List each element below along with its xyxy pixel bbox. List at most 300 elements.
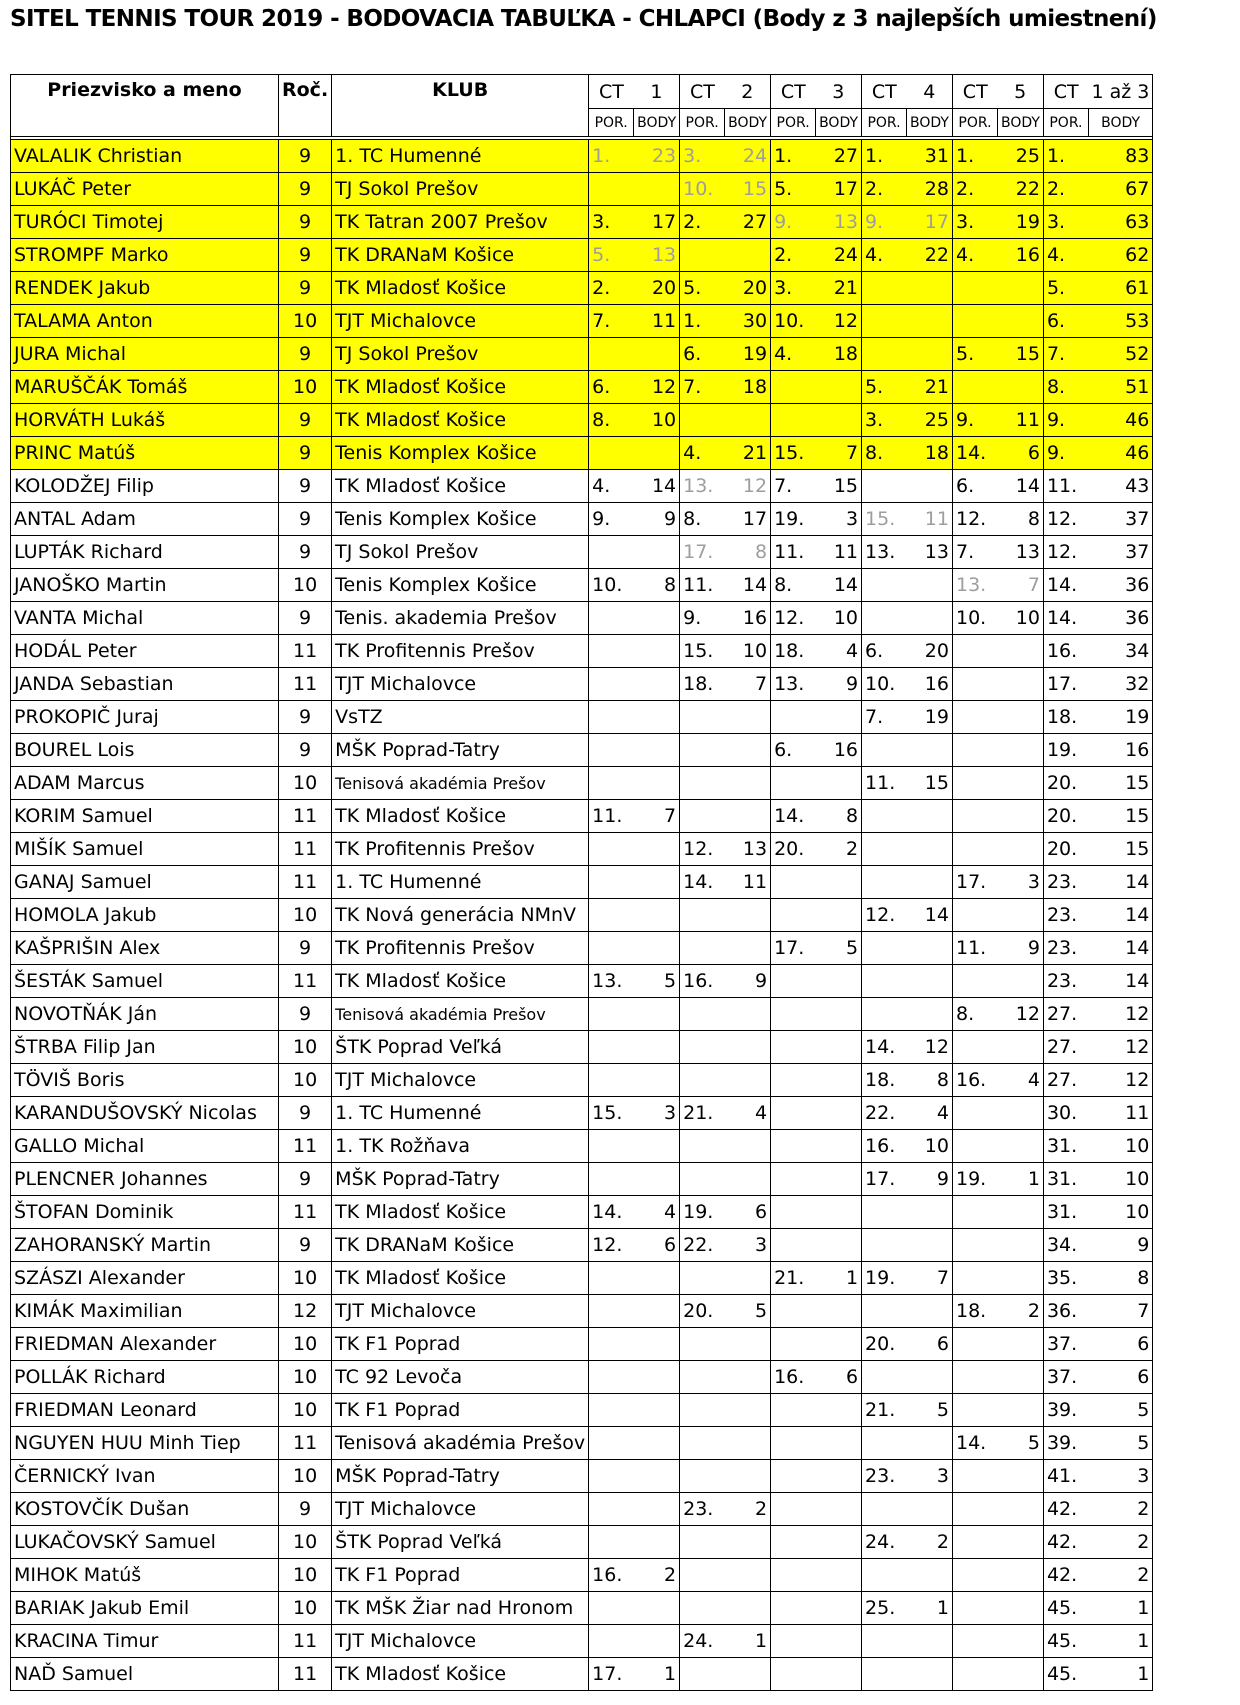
tournament-points [816, 899, 862, 932]
tournament-position: 21. [862, 1394, 907, 1427]
tournament-position: 6. [589, 371, 634, 404]
tournament-points: 11 [725, 866, 771, 899]
tournament-position [862, 1658, 907, 1691]
tournament-position [771, 1328, 816, 1361]
total-points: 43 [1088, 470, 1152, 503]
tournament-position [952, 965, 997, 998]
total-position: 17. [1043, 668, 1088, 701]
tournament-points [634, 1031, 680, 1064]
total-position: 42. [1043, 1526, 1088, 1559]
tournament-position: 8. [952, 998, 997, 1031]
total-position: 31. [1043, 1163, 1088, 1196]
tournament-points: 6 [725, 1196, 771, 1229]
tournament-position [771, 1031, 816, 1064]
club-name: TK MŠK Žiar nad Hronom [332, 1592, 589, 1625]
total-position: 45. [1043, 1625, 1088, 1658]
table-row [11, 1097, 1153, 1130]
tournament-position: 19. [862, 1262, 907, 1295]
total-points: 12 [1088, 998, 1152, 1031]
tournament-position: 17. [680, 536, 725, 569]
tournament-points [816, 1163, 862, 1196]
tournament-points: 21 [725, 437, 771, 470]
birth-year: 9 [279, 1097, 332, 1130]
tournament-points [907, 866, 953, 899]
club-name: Tenisová akadémia Prešov [332, 1427, 589, 1460]
tournament-position: 13. [589, 965, 634, 998]
tournament-points: 6 [634, 1229, 680, 1262]
total-position: 41. [1043, 1460, 1088, 1493]
club-name: VsTZ [332, 701, 589, 734]
tournament-points: 4 [725, 1097, 771, 1130]
total-position: 20. [1043, 800, 1088, 833]
tournament-position [680, 404, 725, 437]
tournament-position: 1. [952, 140, 997, 173]
player-name: KRACINA Timur [11, 1625, 279, 1658]
tournament-position: 8. [680, 503, 725, 536]
player-name: HODÁL Peter [11, 635, 279, 668]
tournament-points [634, 1130, 680, 1163]
tournament-position: 24. [862, 1526, 907, 1559]
club-name: 1. TC Humenné [332, 140, 589, 173]
tournament-position [862, 1625, 907, 1658]
player-name: VANTA Michal [11, 602, 279, 635]
tournament-position: 8. [589, 404, 634, 437]
tournament-position [589, 173, 634, 206]
tournament-points [725, 1130, 771, 1163]
tournament-position [680, 998, 725, 1031]
tournament-points [634, 1064, 680, 1097]
player-name: KAŠPRIŠIN Alex [11, 932, 279, 965]
table-row [11, 140, 1153, 173]
birth-year: 10 [279, 305, 332, 338]
tournament-points [816, 1559, 862, 1592]
tournament-points [997, 833, 1043, 866]
tournament-position: 19. [771, 503, 816, 536]
tournament-position [771, 1559, 816, 1592]
total-position: 39. [1043, 1427, 1088, 1460]
tournament-position [862, 470, 907, 503]
header-total-num: 1 až 3 [1088, 75, 1152, 109]
tournament-position [771, 1394, 816, 1427]
tournament-position: 12. [952, 503, 997, 536]
tournament-position: 16. [862, 1130, 907, 1163]
tournament-position [680, 1526, 725, 1559]
player-name: MIHOK Matúš [11, 1559, 279, 1592]
tournament-points: 10 [725, 635, 771, 668]
sub-pts: BODY [907, 109, 953, 137]
table-row [11, 899, 1153, 932]
birth-year: 11 [279, 635, 332, 668]
total-points: 67 [1088, 173, 1152, 206]
tournament-points [816, 1097, 862, 1130]
header-name: Priezvisko a meno [11, 75, 279, 137]
tournament-points [907, 1658, 953, 1691]
tournament-points [816, 1196, 862, 1229]
tournament-position [952, 1592, 997, 1625]
club-name: TK Profitennis Prešov [332, 833, 589, 866]
tournament-points: 10 [907, 1130, 953, 1163]
birth-year: 9 [279, 239, 332, 272]
tournament-position: 2. [589, 272, 634, 305]
tournament-position [952, 1361, 997, 1394]
tournament-position: 23. [862, 1460, 907, 1493]
tournament-points: 15 [997, 338, 1043, 371]
tournament-points: 1 [634, 1658, 680, 1691]
tournament-position: 17. [862, 1163, 907, 1196]
tournament-position [589, 1493, 634, 1526]
tournament-points [634, 1427, 680, 1460]
tournament-position [589, 1064, 634, 1097]
club-name: TK Mladosť Košice [332, 1262, 589, 1295]
tournament-position [680, 899, 725, 932]
page-title: SITEL TENNIS TOUR 2019 - BODOVACIA TABUĽKA - CHLAPCI (Body z 3 najlepších umiestnení) [10, 6, 1157, 32]
total-position: 20. [1043, 767, 1088, 800]
tournament-points: 11 [816, 536, 862, 569]
total-points: 15 [1088, 833, 1152, 866]
tournament-points: 5 [725, 1295, 771, 1328]
tournament-points [907, 1559, 953, 1592]
tournament-position: 13. [862, 536, 907, 569]
tournament-points: 4 [997, 1064, 1043, 1097]
tournament-points: 5 [997, 1427, 1043, 1460]
table-row [11, 1625, 1153, 1658]
tournament-position [680, 1130, 725, 1163]
tournament-points: 21 [816, 272, 862, 305]
total-points: 10 [1088, 1163, 1152, 1196]
tournament-points [725, 932, 771, 965]
tournament-points [907, 470, 953, 503]
club-name: MŠK Poprad-Tatry [332, 734, 589, 767]
tournament-position [771, 1229, 816, 1262]
player-name: ŠTRBA Filip Jan [11, 1031, 279, 1064]
club-name: TK Nová generácia NMnV [332, 899, 589, 932]
table-row [11, 932, 1153, 965]
tournament-points: 1 [725, 1625, 771, 1658]
club-name: Tenis. akademia Prešov [332, 602, 589, 635]
tournament-position [771, 866, 816, 899]
tournament-points: 12 [997, 998, 1043, 1031]
tournament-points: 19 [725, 338, 771, 371]
total-position: 4. [1043, 239, 1088, 272]
tournament-position [771, 404, 816, 437]
tournament-position: 7. [862, 701, 907, 734]
tournament-position: 3. [952, 206, 997, 239]
birth-year: 11 [279, 965, 332, 998]
tournament-position: 19. [680, 1196, 725, 1229]
birth-year: 9 [279, 206, 332, 239]
tournament-position [680, 1328, 725, 1361]
tournament-points [816, 1625, 862, 1658]
tournament-position [589, 998, 634, 1031]
table-row [11, 437, 1153, 470]
tournament-points: 11 [997, 404, 1043, 437]
tournament-points: 19 [907, 701, 953, 734]
tournament-points: 13 [997, 536, 1043, 569]
table-row [11, 668, 1153, 701]
tournament-points [997, 1592, 1043, 1625]
tournament-points: 2 [634, 1559, 680, 1592]
total-position: 12. [1043, 536, 1088, 569]
total-points: 36 [1088, 602, 1152, 635]
table-row [11, 1394, 1153, 1427]
tournament-points: 9 [997, 932, 1043, 965]
birth-year: 11 [279, 1427, 332, 1460]
tournament-position [952, 1394, 997, 1427]
total-position: 37. [1043, 1361, 1088, 1394]
club-name: TK DRANaM Košice [332, 239, 589, 272]
tournament-position [862, 272, 907, 305]
club-name: Tenisová akadémia Prešov [332, 998, 589, 1031]
birth-year: 11 [279, 1130, 332, 1163]
club-name: TK Mladosť Košice [332, 272, 589, 305]
tournament-position [952, 734, 997, 767]
tournament-position: 22. [680, 1229, 725, 1262]
tournament-points: 14 [634, 470, 680, 503]
tournament-points: 15 [725, 173, 771, 206]
tournament-position: 21. [771, 1262, 816, 1295]
total-position: 14. [1043, 602, 1088, 635]
tournament-points [634, 1394, 680, 1427]
tournament-points [634, 338, 680, 371]
total-position: 2. [1043, 173, 1088, 206]
tournament-points [816, 1526, 862, 1559]
birth-year: 9 [279, 734, 332, 767]
tournament-points [725, 1031, 771, 1064]
tournament-points [997, 767, 1043, 800]
table-row [11, 1130, 1153, 1163]
tournament-points [725, 404, 771, 437]
tournament-position [589, 833, 634, 866]
tournament-points: 2 [907, 1526, 953, 1559]
header-year: Roč. [279, 75, 332, 137]
tournament-points: 16 [725, 602, 771, 635]
tournament-position [771, 371, 816, 404]
header-ct4-prefix: CT [862, 75, 907, 109]
total-position: 30. [1043, 1097, 1088, 1130]
tournament-position: 15. [862, 503, 907, 536]
tournament-points: 11 [907, 503, 953, 536]
club-name: TK Mladosť Košice [332, 371, 589, 404]
tournament-points [816, 701, 862, 734]
tournament-position [862, 1295, 907, 1328]
tournament-points [634, 701, 680, 734]
player-name: ADAM Marcus [11, 767, 279, 800]
tournament-position: 10. [680, 173, 725, 206]
header-ct5-num: 5 [997, 75, 1043, 109]
tournament-points [907, 1625, 953, 1658]
tournament-points [725, 734, 771, 767]
tournament-points: 13 [725, 833, 771, 866]
tournament-position [862, 1493, 907, 1526]
tournament-points [816, 1658, 862, 1691]
tournament-points [997, 1460, 1043, 1493]
tournament-points [816, 404, 862, 437]
total-points: 62 [1088, 239, 1152, 272]
tournament-position: 4. [589, 470, 634, 503]
tournament-position [680, 1361, 725, 1394]
tournament-points: 22 [997, 173, 1043, 206]
total-position: 8. [1043, 371, 1088, 404]
tournament-points [816, 1229, 862, 1262]
total-points: 1 [1088, 1592, 1152, 1625]
tournament-position: 6. [862, 635, 907, 668]
tournament-points: 3 [725, 1229, 771, 1262]
tournament-position: 5. [952, 338, 997, 371]
total-position: 9. [1043, 404, 1088, 437]
tournament-position [952, 899, 997, 932]
tournament-points: 1 [816, 1262, 862, 1295]
tournament-points [816, 1328, 862, 1361]
tournament-position [589, 899, 634, 932]
birth-year: 10 [279, 1592, 332, 1625]
tournament-position [589, 1031, 634, 1064]
birth-year: 10 [279, 767, 332, 800]
tournament-points [907, 833, 953, 866]
tournament-position: 11. [862, 767, 907, 800]
tournament-position [862, 833, 907, 866]
tournament-position: 16. [589, 1559, 634, 1592]
tournament-position [952, 800, 997, 833]
club-name: Tenis Komplex Košice [332, 437, 589, 470]
tournament-position [862, 338, 907, 371]
total-points: 15 [1088, 800, 1152, 833]
tournament-position: 17. [952, 866, 997, 899]
tournament-points [907, 932, 953, 965]
player-name: TÖVIŠ Boris [11, 1064, 279, 1097]
tournament-position [589, 1394, 634, 1427]
club-name: TK Mladosť Košice [332, 470, 589, 503]
table-row [11, 173, 1153, 206]
tournament-points: 1 [907, 1592, 953, 1625]
tournament-position [589, 1427, 634, 1460]
standings-table [10, 74, 1153, 1691]
sub-pos: POR. [952, 109, 997, 137]
club-name: TK F1 Poprad [332, 1328, 589, 1361]
tournament-points [725, 800, 771, 833]
tournament-position [952, 1130, 997, 1163]
player-name: PLENCNER Johannes [11, 1163, 279, 1196]
tournament-points [725, 1559, 771, 1592]
tournament-points [816, 866, 862, 899]
tournament-position [862, 1229, 907, 1262]
tournament-position [589, 767, 634, 800]
birth-year: 11 [279, 866, 332, 899]
tournament-points: 27 [725, 206, 771, 239]
tournament-points: 5 [634, 965, 680, 998]
total-position: 35. [1043, 1262, 1088, 1295]
total-position: 9. [1043, 437, 1088, 470]
tournament-points: 13 [634, 239, 680, 272]
tournament-points: 2 [816, 833, 862, 866]
tournament-position: 7. [589, 305, 634, 338]
club-name: TJ Sokol Prešov [332, 536, 589, 569]
tournament-position [680, 1262, 725, 1295]
total-position: 42. [1043, 1559, 1088, 1592]
tournament-position [771, 1625, 816, 1658]
player-name: FRIEDMAN Leonard [11, 1394, 279, 1427]
tournament-points: 3 [907, 1460, 953, 1493]
birth-year: 11 [279, 1196, 332, 1229]
header-total-prefix: CT [1043, 75, 1088, 109]
tournament-points [997, 1328, 1043, 1361]
tournament-points [907, 800, 953, 833]
tournament-points: 31 [907, 140, 953, 173]
tournament-position: 1. [589, 140, 634, 173]
tournament-points: 12 [907, 1031, 953, 1064]
tournament-position: 15. [589, 1097, 634, 1130]
tournament-points: 5 [907, 1394, 953, 1427]
tournament-position [771, 998, 816, 1031]
tournament-points [816, 1493, 862, 1526]
birth-year: 12 [279, 1295, 332, 1328]
tournament-points: 20 [725, 272, 771, 305]
tournament-points: 6 [997, 437, 1043, 470]
player-name: LUKAČOVSKÝ Samuel [11, 1526, 279, 1559]
tournament-points: 17 [725, 503, 771, 536]
tournament-position: 17. [589, 1658, 634, 1691]
total-points: 46 [1088, 437, 1152, 470]
sub-pos: POR. [589, 109, 634, 137]
table-row [11, 371, 1153, 404]
club-name: TK Mladosť Košice [332, 404, 589, 437]
tournament-position: 14. [680, 866, 725, 899]
tournament-points: 7 [997, 569, 1043, 602]
tournament-points [634, 866, 680, 899]
tournament-points [997, 1394, 1043, 1427]
tournament-points [725, 1064, 771, 1097]
tournament-position [589, 1361, 634, 1394]
club-name: ŠTK Poprad Veľká [332, 1031, 589, 1064]
club-name: TJT Michalovce [332, 305, 589, 338]
tournament-position: 16. [771, 1361, 816, 1394]
player-name: TALAMA Anton [11, 305, 279, 338]
club-name: TJ Sokol Prešov [332, 338, 589, 371]
tournament-points [634, 1262, 680, 1295]
tournament-position: 3. [862, 404, 907, 437]
total-points: 63 [1088, 206, 1152, 239]
birth-year: 11 [279, 668, 332, 701]
tournament-points [997, 1196, 1043, 1229]
sub-pos: POR. [771, 109, 816, 137]
club-name: 1. TK Rožňava [332, 1130, 589, 1163]
total-position: 27. [1043, 1031, 1088, 1064]
tournament-position: 6. [680, 338, 725, 371]
tournament-points [634, 767, 680, 800]
tournament-position: 9. [771, 206, 816, 239]
tournament-position: 3. [771, 272, 816, 305]
tournament-position [589, 635, 634, 668]
club-name: TK F1 Poprad [332, 1394, 589, 1427]
tournament-position [862, 602, 907, 635]
tournament-position [589, 602, 634, 635]
player-name: ČERNICKÝ Ivan [11, 1460, 279, 1493]
tournament-points [634, 734, 680, 767]
tournament-position: 16. [680, 965, 725, 998]
tournament-position [771, 1064, 816, 1097]
tournament-position [589, 1130, 634, 1163]
player-name: POLLÁK Richard [11, 1361, 279, 1394]
player-name: JURA Michal [11, 338, 279, 371]
player-name: KARANDUŠOVSKÝ Nicolas [11, 1097, 279, 1130]
player-name: KOLODŽEJ Filip [11, 470, 279, 503]
total-points: 1 [1088, 1625, 1152, 1658]
tournament-points: 16 [907, 668, 953, 701]
tournament-position: 12. [680, 833, 725, 866]
total-position: 31. [1043, 1196, 1088, 1229]
table-row [11, 1064, 1153, 1097]
tournament-position: 11. [771, 536, 816, 569]
tournament-points [816, 371, 862, 404]
